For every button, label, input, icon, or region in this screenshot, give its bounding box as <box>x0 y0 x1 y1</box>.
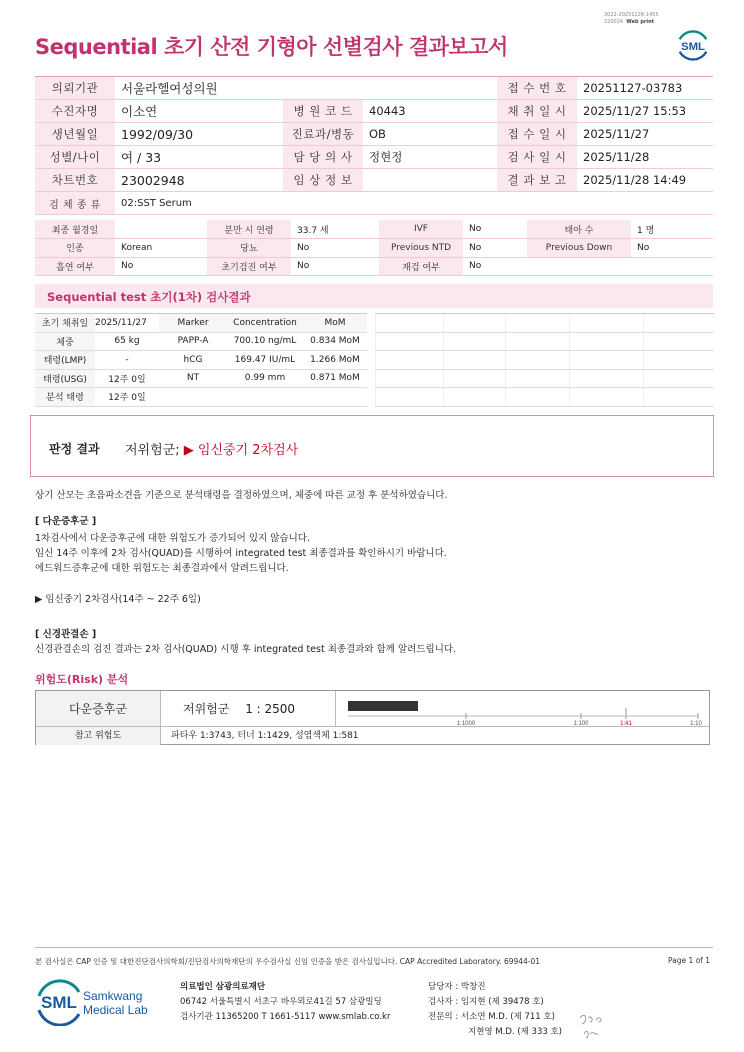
signature-icon <box>578 1008 608 1040</box>
receipt-no-value: 20251127-03783 <box>577 77 713 100</box>
staff-specialist-2: 지현영 M.D. (제 333 호) <box>468 1027 563 1037</box>
chart-label: 차트번호 <box>35 169 115 192</box>
clinical-label: 임 상 정 보 <box>283 169 363 192</box>
dept-label: 진료과/병동 <box>283 123 363 146</box>
ref-risk-label: 참고 위험도 <box>36 727 161 745</box>
scale-label-10: 1:10 <box>690 721 702 727</box>
risk-ratio: 1 : 2500 <box>245 702 296 716</box>
cell-marker <box>159 388 227 407</box>
cell-mom: 1.266 MoM <box>303 351 367 370</box>
lmp-label: 최종 월경일 <box>35 220 115 239</box>
dept-value: OB <box>363 123 497 146</box>
ivf-value: No <box>463 220 527 239</box>
risk-graph <box>336 691 710 727</box>
svg-text:SML: SML <box>41 993 77 1012</box>
table-row <box>35 332 367 351</box>
cell-label: 태령(LMP) <box>35 351 95 370</box>
ntd-label: Previous NTD <box>379 239 463 258</box>
fetus-value: 1 명 <box>631 220 713 239</box>
first-exam-value: No <box>291 257 379 276</box>
patient-name-value: 이소연 <box>115 100 283 123</box>
maternal-info-table <box>35 220 713 276</box>
arrow-icon: ▶ <box>183 443 194 458</box>
cell-marker: NT <box>159 369 227 388</box>
table-row <box>35 314 367 333</box>
collect-value: 2025/11/27 15:53 <box>577 100 713 123</box>
hospital-code-value: 40443 <box>363 100 497 123</box>
table-row <box>35 351 367 370</box>
screening-table <box>35 313 367 407</box>
cell-value: - <box>95 351 159 370</box>
cell-label: 체중 <box>35 332 95 351</box>
footer-organization <box>180 980 390 1025</box>
footer-staff <box>428 980 562 1040</box>
next-exam-note: ▶ 임신중기 2차검사(14주 ~ 22주 6일) <box>35 594 201 605</box>
hospital-value: 서울라헬여성의원 <box>115 77 497 100</box>
table-row <box>35 369 367 388</box>
ntd-title: [ 신경관결손 ] <box>35 629 97 640</box>
cell-concentration <box>227 388 303 407</box>
ref-risk-value: 파타우 1:3743, 터너 1:1429, 성염색체 1:581 <box>171 731 359 741</box>
scale-label-100: 1:100 <box>573 721 589 727</box>
svg-text:Medical Lab: Medical Lab <box>83 1003 148 1017</box>
risk-scale-graph <box>336 691 710 727</box>
dob-label: 생년월일 <box>35 123 115 146</box>
cell-value: 12주 0일 <box>95 369 159 388</box>
judgement-next: 임신중기 2차검사 <box>197 443 299 458</box>
sml-logo-icon <box>674 26 712 64</box>
cell-label: 초기 채취일 <box>35 314 95 333</box>
retest-value: No <box>463 257 527 276</box>
dm-label: 당뇨 <box>207 239 291 258</box>
samkwang-logo-icon <box>35 978 161 1026</box>
receipt-no-label: 접 수 번 호 <box>497 77 577 100</box>
patient-name-label: 수진자명 <box>35 100 115 123</box>
sex-age-label: 성별/나이 <box>35 146 115 169</box>
smoke-value: No <box>115 257 207 276</box>
staff-specialist-1: 전문의 : 서소연 M.D. (제 711 호) <box>428 1012 555 1022</box>
hospital-label: 의뢰기관 <box>35 77 115 100</box>
cell-mom: 0.871 MoM <box>303 369 367 388</box>
risk-title: 위험도(Risk) 분석 <box>35 673 129 686</box>
down-value: No <box>631 239 713 258</box>
age-label: 분만 시 연령 <box>207 220 291 239</box>
staff-examiner: 검사자 : 임지현 (제 39478 호) <box>428 997 544 1007</box>
org-name: 의료법인 삼광의료재단 <box>180 982 266 992</box>
cell-label: 분석 태령 <box>35 388 95 407</box>
down-comment-3: 에드워드증후군에 대한 위험도는 최종결과에서 알려드립니다. <box>35 563 289 574</box>
cell-concentration: Concentration <box>227 314 303 333</box>
cell-concentration: 700.10 ng/mL <box>227 332 303 351</box>
smoke-label: 흡연 여부 <box>35 257 115 276</box>
ntd-value: No <box>463 239 527 258</box>
specimen-label: 검 체 종 류 <box>35 192 115 215</box>
page-number: Page 1 of 1 <box>668 956 711 965</box>
section-title: Sequential test 초기(1차) 검사결과 <box>35 284 713 308</box>
receive-value: 2025/11/27 <box>577 123 713 146</box>
dm-value: No <box>291 239 379 258</box>
fetus-label: 태아 수 <box>527 220 631 239</box>
first-exam-label: 초기검진 여부 <box>207 257 291 276</box>
sex-age-value: 여 / 33 <box>115 146 283 169</box>
svg-text:Samkwang: Samkwang <box>83 989 143 1003</box>
judgement-result: 저위험군; <box>125 443 180 458</box>
patient-info-table <box>35 76 713 215</box>
down-title: [ 다운증후군 ] <box>35 516 97 527</box>
org-contact: 검사기관 11365200 T 1661-5117 www.smlab.co.kr <box>180 1012 391 1022</box>
clinical-value <box>363 169 497 192</box>
cell-value: 65 kg <box>95 332 159 351</box>
cell-mom: 0.834 MoM <box>303 332 367 351</box>
report-title: Sequential 초기 산전 기형아 선별검사 결과보고서 <box>35 35 508 59</box>
cell-concentration: 169.47 IU/mL <box>227 351 303 370</box>
retest-label: 재검 여부 <box>379 257 463 276</box>
cell-value: 2025/11/27 <box>95 314 159 333</box>
down-comment-2: 임신 14주 이후에 2차 검사(QUAD)를 시행하여 integrated test 최종결과를 확인하시기 바랍니다. <box>35 548 447 559</box>
specimen-value: 02:SST Serum <box>115 192 713 215</box>
footer-divider <box>35 947 713 948</box>
receive-label: 접 수 일 시 <box>497 123 577 146</box>
cell-value: 12주 0일 <box>95 388 159 407</box>
hospital-code-label: 병 원 코 드 <box>283 100 363 123</box>
report-label: 결 과 보 고 <box>497 169 577 192</box>
race-label: 인종 <box>35 239 115 258</box>
scale-label-41: 1:41 <box>620 721 632 727</box>
age-value: 33.7 세 <box>291 220 379 239</box>
dob-value: 1992/09/30 <box>115 123 283 146</box>
collect-label: 채 취 일 시 <box>497 100 577 123</box>
risk-table <box>35 690 710 745</box>
report-value: 2025/11/28 14:49 <box>577 169 713 192</box>
comment-line: 상기 산모는 초음파소견을 기준으로 분석태령을 결정하였으며, 체중에 따른 교정 후 분석하였습니다. <box>35 490 448 501</box>
cell-mom: MoM <box>303 314 367 333</box>
risk-label: 다운증후군 <box>36 691 161 727</box>
risk-bar <box>348 701 418 711</box>
cell-mom <box>303 388 367 407</box>
table-row <box>35 388 367 407</box>
footer-note: 본 검사실은 CAP 인증 및 대한진단검사의학회/진단검사의학재단의 우수검사실 신임 인증을 받은 검사실입니다. CAP Accredited Laboratory. 69944-01 <box>35 957 541 966</box>
chart-value: 23002948 <box>115 169 283 192</box>
judgement-value <box>125 439 298 458</box>
judgement-box <box>30 415 714 477</box>
race-value: Korean <box>115 239 207 258</box>
report-code: 3022-20251128-1455 220024 Web print <box>604 12 659 25</box>
risk-value <box>161 691 336 727</box>
screening-empty-table <box>375 313 714 407</box>
staff-manager: 담당자 : 박창진 <box>428 982 486 992</box>
cell-marker: Marker <box>159 314 227 333</box>
down-comment-1: 1차검사에서 다운증후군에 대한 위험도가 증가되어 있지 않습니다. <box>35 533 310 544</box>
org-address: 06742 서울특별시 서초구 바우뫼로41길 57 삼광빌딩 <box>180 997 382 1007</box>
svg-text:SML: SML <box>680 40 706 53</box>
judgement-label: 판정 결과 <box>49 442 100 456</box>
cell-concentration: 0.99 mm <box>227 369 303 388</box>
risk-group: 저위험군 <box>183 702 230 716</box>
doctor-value: 정현정 <box>363 146 497 169</box>
scale-label-1000: 1:1000 <box>456 721 476 727</box>
ntd-comment: 신경관결손의 검진 결과는 2차 검사(QUAD) 시행 후 integrated test 최종결과와 함께 알려드립니다. <box>35 644 457 655</box>
exam-label: 검 사 일 시 <box>497 146 577 169</box>
cell-marker: hCG <box>159 351 227 370</box>
exam-value: 2025/11/28 <box>577 146 713 169</box>
down-label: Previous Down <box>527 239 631 258</box>
cell-marker: PAPP-A <box>159 332 227 351</box>
ivf-label: IVF <box>379 220 463 239</box>
cell-label: 태령(USG) <box>35 369 95 388</box>
doctor-label: 담 당 의 사 <box>283 146 363 169</box>
lmp-value <box>115 220 207 239</box>
